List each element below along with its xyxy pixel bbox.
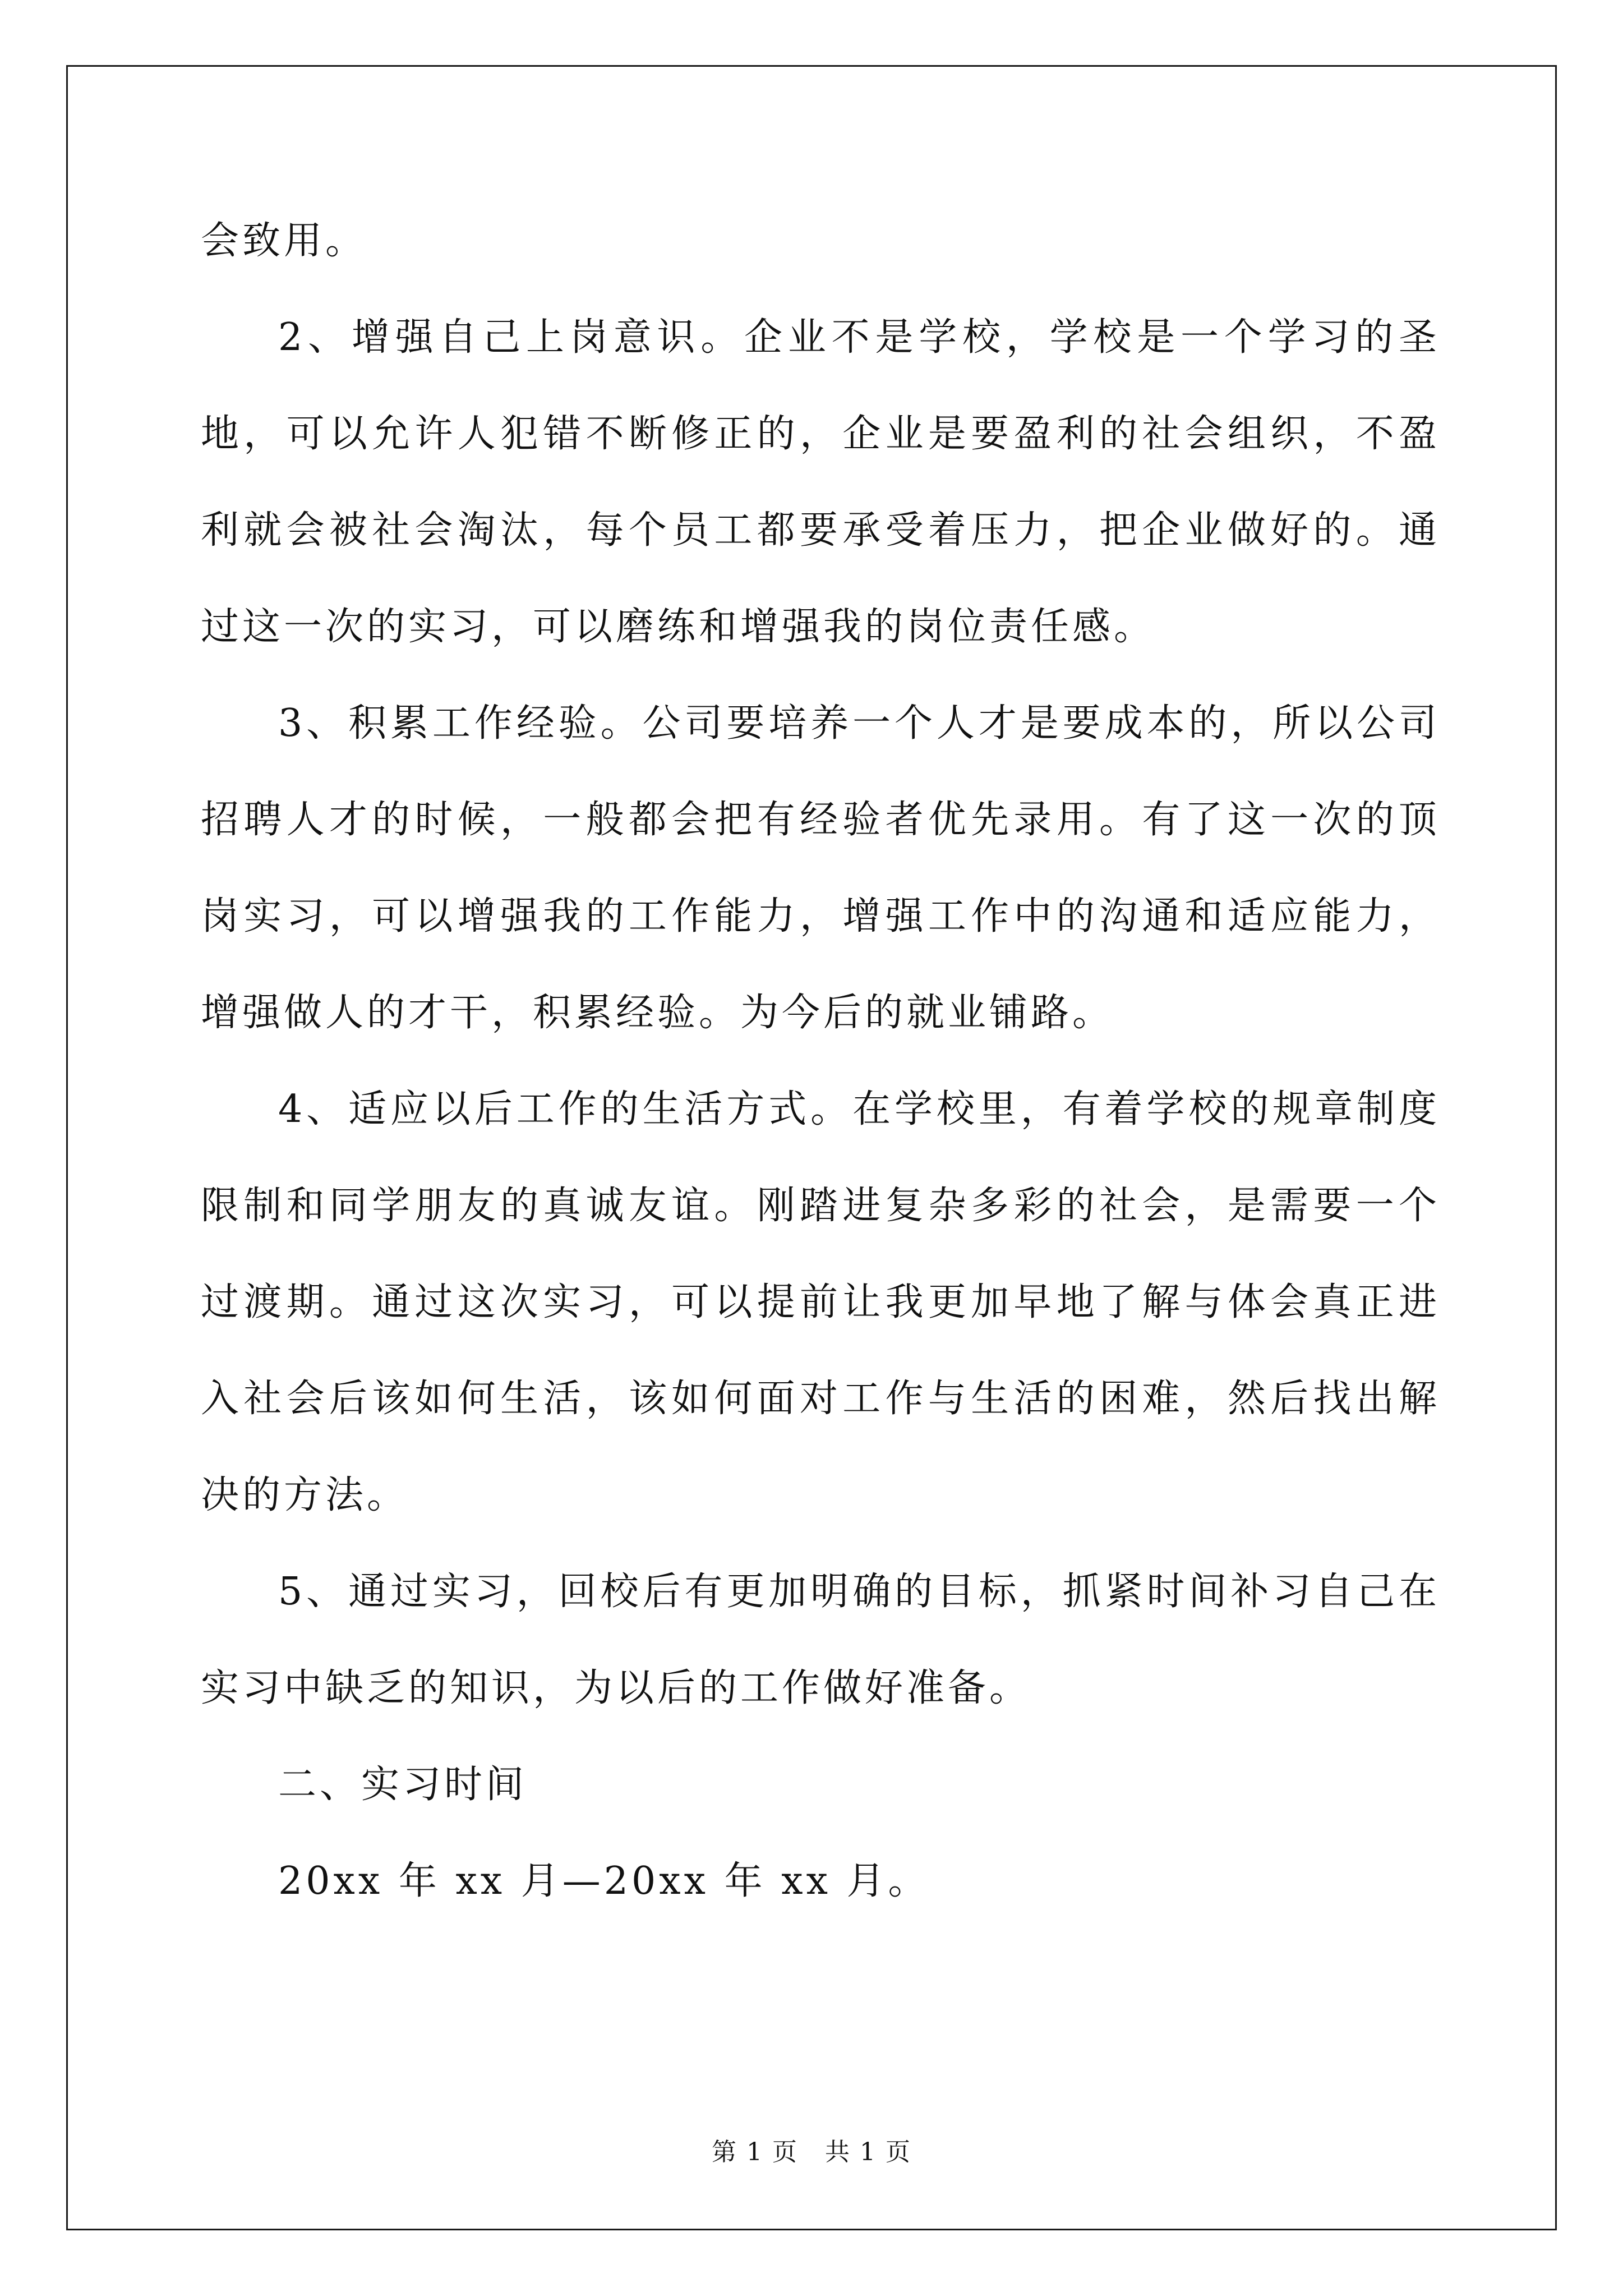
- page-footer: [0, 2132, 1623, 2168]
- internship-period: 20xx 年 xx 月—20xx 年 xx 月。: [278, 1859, 930, 1903]
- page-total: 共 1 页: [825, 2138, 911, 2166]
- document-body: [201, 193, 1440, 1930]
- section-heading: 二、实习时间: [278, 1763, 528, 1807]
- paragraph-item-3: 3、积累工作经验。公司要培养一个人才是要成本的，所以公司招聘人才的时候，一般都会把有经验者优先录用。有了这一次的顶岗实习，可以增强我的工作能力，增强工作中的沟通和适应能力，增强做人的才干，积累经验。为今后的就业铺路。: [201, 701, 1440, 1035]
- paragraph-continuation: 会致用。: [201, 219, 367, 263]
- paragraph-item-5: 5、通过实习，回校后有更加明确的目标，抓紧时间补习自己在实习中缺乏的知识，为以后的工作做好准备。: [201, 1570, 1440, 1710]
- page-number: 第 1 页: [712, 2138, 798, 2166]
- paragraph-item-2: 2、增强自己上岗意识。企业不是学校，学校是一个学习的圣地，可以允许人犯错不断修正的，企业是要盈利的社会组织，不盈利就会被社会淘汰，每个员工都要承受着压力，把企业做好的。通过这一次的实习，可以磨练和增强我的岗位责任感。: [201, 315, 1440, 649]
- paragraph-item-4: 4、适应以后工作的生活方式。在学校里，有着学校的规章制度限制和同学朋友的真诚友谊。刚踏进复杂多彩的社会，是需要一个过渡期。通过这次实习，可以提前让我更加早地了解与体会真正进入社会后该如何生活，该如何面对工作与生活的困难，然后找出解决的方法。: [201, 1087, 1440, 1517]
